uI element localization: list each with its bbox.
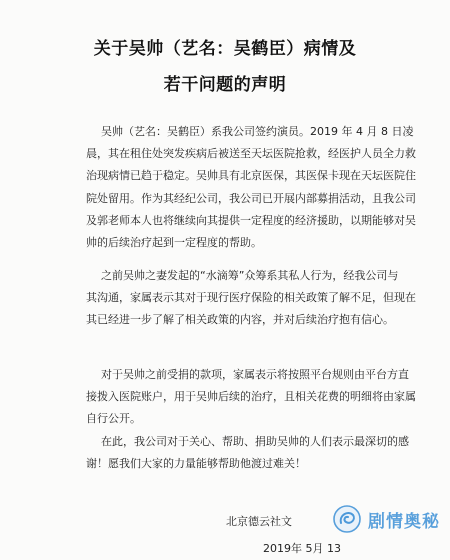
paragraph-line: 晨，其在租住处突发疾病后被送至天坛医院抢救，经医护人员全力救 bbox=[86, 147, 416, 161]
document-title-line-2: 若干问题的声明 bbox=[163, 75, 287, 95]
paragraph-line: 在此，我公司对于关心、帮助、捐助吴帅的人们表示最深切的感 bbox=[101, 435, 409, 448]
paragraph-1 bbox=[86, 121, 416, 254]
paragraph-line: 其沟通，家属表示其对于现行医疗保险的相关政策了解不足，但现在 bbox=[86, 291, 416, 305]
paragraph-line: 吴帅（艺名：吴鹤臣）系我公司签约演员。2019 年 4 月 8 日凌 bbox=[101, 125, 414, 138]
paragraph-line: 其已经进一步了解了相关政策的内容，并对后续治疗抱有信心。 bbox=[86, 313, 394, 327]
paragraph-line: 接拨入医院账户，用于吴帅后续的治疗，且相关花费的明细将由家属 bbox=[86, 390, 416, 404]
signature-organization: 北京德云社文 bbox=[226, 515, 292, 528]
paragraph-line: 治现病情已趋于稳定。吴帅具有北京医保，其医保卡现在天坛医院住 bbox=[86, 169, 416, 183]
paragraph-4 bbox=[86, 431, 409, 475]
paragraph-line: 谢！愿我们大家的力量能够帮助他渡过难关！ bbox=[86, 457, 306, 471]
paragraph-line: 帅的后续治疗起到一定程度的帮助。 bbox=[86, 235, 262, 249]
watermark bbox=[332, 504, 440, 534]
watermark-text: 剧情奥秘 bbox=[368, 511, 440, 532]
paragraph-line: 自行公开。 bbox=[86, 412, 141, 426]
paragraph-line: 及郭老师本人也将继续向其提供一定程度的经济援助，以期能够对吴 bbox=[86, 213, 416, 227]
circular-swirl-logo-icon bbox=[332, 504, 362, 534]
document-title-line-1: 关于吴帅（艺名：吴鹤臣）病情及 bbox=[93, 39, 357, 59]
signature-date: 2019年 5月 13 bbox=[263, 542, 341, 555]
paragraph-line: 之前吴帅之妻发起的“水滴筹”众筹系其私人行为，经我公司与 bbox=[101, 269, 399, 282]
paragraph-2 bbox=[86, 265, 416, 332]
paragraph-line: 院处留用。作为其经纪公司，我公司已开展内部募捐活动，且我公司 bbox=[86, 191, 416, 205]
paragraph-3 bbox=[86, 364, 416, 431]
paragraph-line: 对于吴帅之前受捐的款项，家属表示将按照平台规则由平台方直 bbox=[101, 368, 409, 381]
